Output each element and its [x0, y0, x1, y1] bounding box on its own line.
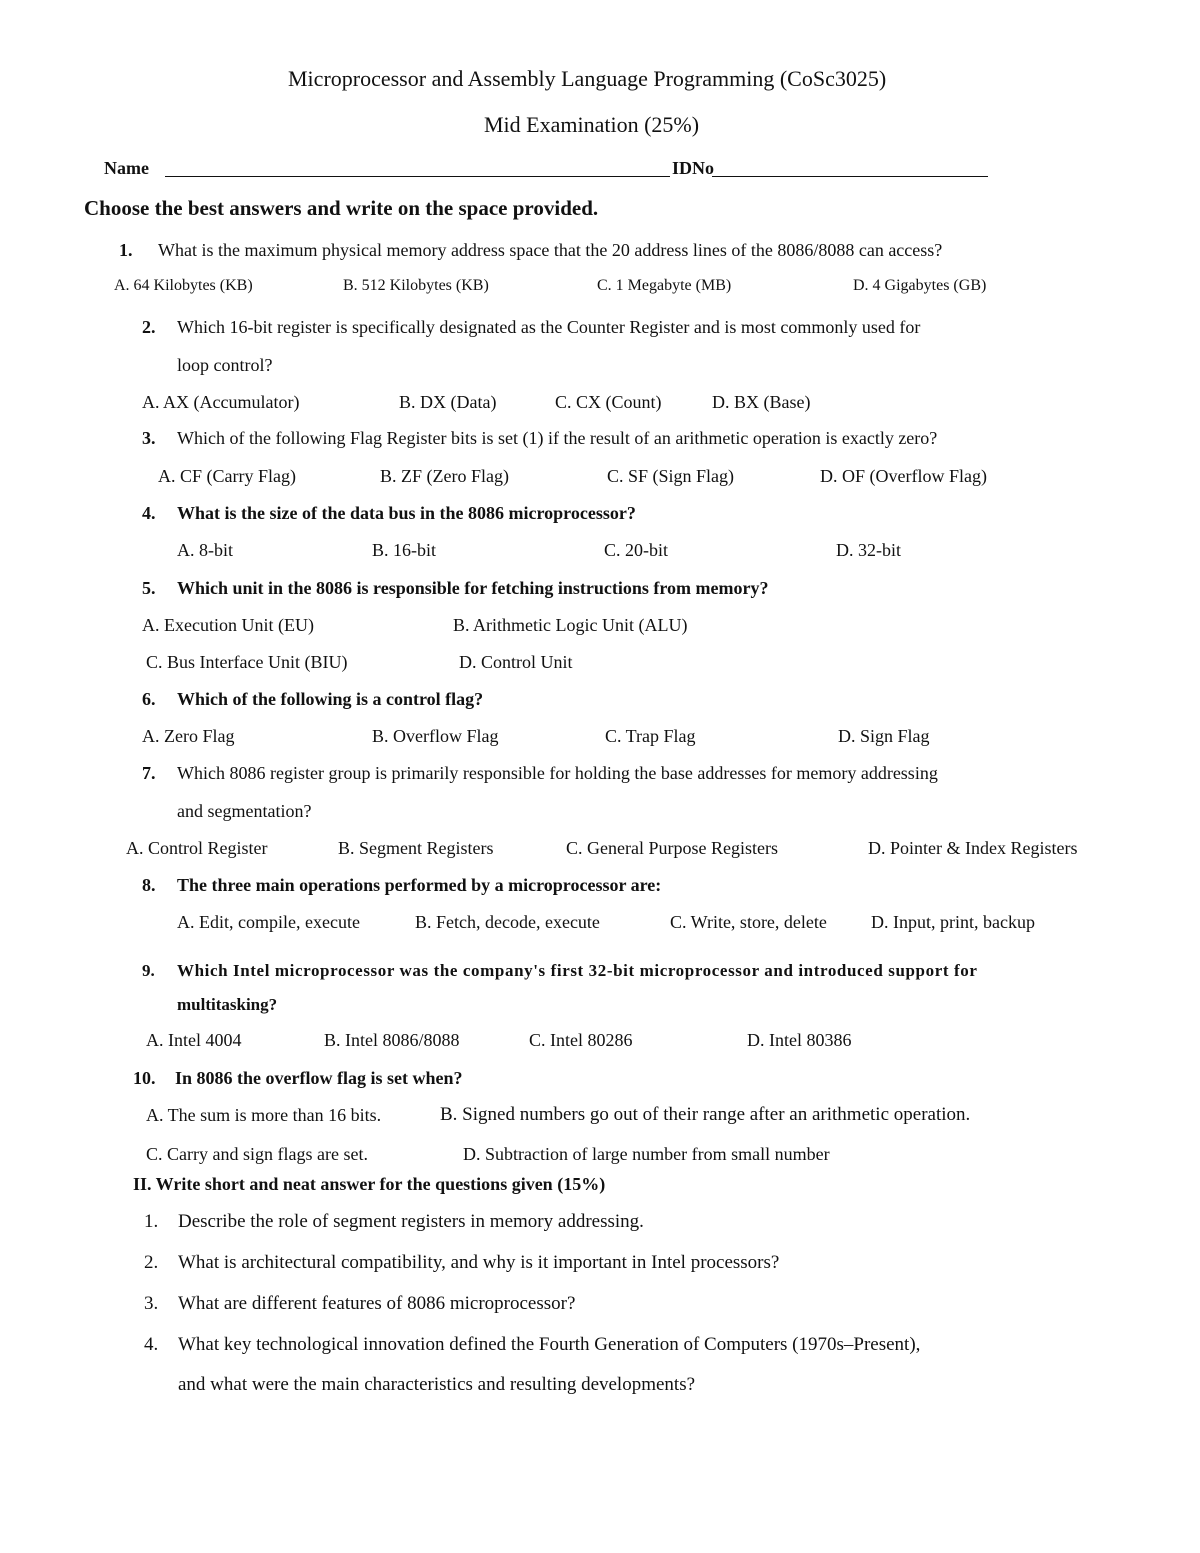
- q4-option-a: A. 8-bit: [177, 540, 233, 560]
- id-field-line[interactable]: [712, 176, 988, 177]
- q8-option-d: D. Input, print, backup: [871, 912, 1035, 932]
- exam-title: Mid Examination (25%): [484, 112, 700, 137]
- q9-option-c: C. Intel 80286: [529, 1030, 633, 1050]
- q7-option-c: C. General Purpose Registers: [566, 838, 778, 858]
- q3-text: Which of the following Flag Register bits is set (1) if the result of an arithmetic operation is exactly zero?: [177, 428, 938, 448]
- id-label: IDNo: [672, 158, 715, 178]
- q5-option-a: A. Execution Unit (EU): [142, 615, 314, 635]
- q2-text-line2: loop control?: [177, 355, 273, 375]
- course-title: Microprocessor and Assembly Language Programming (CoSc3025): [288, 66, 887, 91]
- q5-option-b: B. Arithmetic Logic Unit (ALU): [453, 615, 688, 635]
- q6-option-d: D. Sign Flag: [838, 726, 930, 746]
- q7-option-b: B. Segment Registers: [338, 838, 494, 858]
- s2-q4-text-line1: What key technological innovation defined the Fourth Generation of Computers (1970s–Present),: [178, 1334, 921, 1355]
- q4-option-b: B. 16-bit: [372, 540, 437, 560]
- q9-option-a: A. Intel 4004: [146, 1030, 242, 1050]
- q8-option-b: B. Fetch, decode, execute: [415, 912, 600, 932]
- s2-q4-text-line2: and what were the main characteristics and resulting developments?: [178, 1374, 696, 1395]
- q3-option-d: D. OF (Overflow Flag): [820, 466, 987, 486]
- q10-text: In 8086 the overflow flag is set when?: [175, 1068, 463, 1088]
- s2-q3-number: 3.: [144, 1293, 159, 1314]
- q8-number: 8.: [142, 875, 156, 895]
- q5-option-d: D. Control Unit: [459, 652, 573, 672]
- q2-option-d: D. BX (Base): [712, 392, 811, 412]
- q3-option-a: A. CF (Carry Flag): [158, 466, 296, 486]
- q9-option-d: D. Intel 80386: [747, 1030, 852, 1050]
- q9-text-line1: Which Intel microprocessor was the company's first 32-bit microprocessor and introduced support for: [177, 961, 978, 980]
- q10-option-d: D. Subtraction of large number from small number: [463, 1144, 830, 1164]
- q4-text: What is the size of the data bus in the 8086 microprocessor?: [177, 503, 636, 523]
- q10-option-b: B. Signed numbers go out of their range after an arithmetic operation.: [440, 1104, 971, 1125]
- q1-text: What is the maximum physical memory address space that the 20 address lines of the 8086/8088 can access?: [158, 240, 943, 260]
- q2-text-line1: Which 16-bit register is specifically designated as the Counter Register and is most commonly used for: [177, 317, 921, 337]
- q2-number: 2.: [142, 317, 156, 337]
- q6-number: 6.: [142, 689, 156, 709]
- name-field-line[interactable]: [165, 176, 670, 177]
- name-label: Name: [104, 158, 149, 178]
- q1-option-d: D. 4 Gigabytes (GB): [853, 277, 987, 294]
- s2-q3-text: What are different features of 8086 microprocessor?: [178, 1293, 576, 1314]
- q1-number: 1.: [119, 240, 133, 260]
- q6-option-c: C. Trap Flag: [605, 726, 696, 746]
- q1-option-c: C. 1 Megabyte (MB): [597, 277, 732, 294]
- q2-option-c: C. CX (Count): [555, 392, 662, 412]
- q7-option-a: A. Control Register: [126, 838, 268, 858]
- q8-option-c: C. Write, store, delete: [670, 912, 827, 932]
- s2-q2-text: What is architectural compatibility, and why is it important in Intel processors?: [178, 1252, 780, 1273]
- q2-option-b: B. DX (Data): [399, 392, 497, 412]
- q1-option-a: A. 64 Kilobytes (KB): [114, 277, 253, 294]
- q2-option-a: A. AX (Accumulator): [142, 392, 300, 412]
- s2-q1-number: 1.: [144, 1211, 159, 1232]
- q3-option-b: B. ZF (Zero Flag): [380, 466, 509, 486]
- q9-number: 9.: [142, 961, 155, 980]
- q5-text: Which unit in the 8086 is responsible for fetching instructions from memory?: [177, 578, 769, 598]
- q7-option-d: D. Pointer & Index Registers: [868, 838, 1078, 858]
- s2-q4-number: 4.: [144, 1334, 159, 1355]
- section2-heading: II. Write short and neat answer for the questions given (15%): [133, 1174, 606, 1194]
- q6-option-b: B. Overflow Flag: [372, 726, 499, 746]
- s2-q2-number: 2.: [144, 1252, 159, 1273]
- q4-option-c: C. 20-bit: [604, 540, 669, 560]
- q7-text-line1: Which 8086 register group is primarily responsible for holding the base addresses for memory addressing: [177, 763, 938, 783]
- q10-option-c: C. Carry and sign flags are set.: [146, 1144, 368, 1164]
- q3-option-c: C. SF (Sign Flag): [607, 466, 735, 486]
- q8-text: The three main operations performed by a microprocessor are:: [177, 875, 662, 895]
- q5-option-c: C. Bus Interface Unit (BIU): [146, 652, 348, 672]
- q9-option-b: B. Intel 8086/8088: [324, 1030, 460, 1050]
- q4-option-d: D. 32-bit: [836, 540, 901, 560]
- q6-option-a: A. Zero Flag: [142, 726, 235, 746]
- q10-number: 10.: [133, 1068, 156, 1088]
- q5-number: 5.: [142, 578, 156, 598]
- q7-number: 7.: [142, 763, 156, 783]
- q8-option-a: A. Edit, compile, execute: [177, 912, 360, 932]
- q7-text-line2: and segmentation?: [177, 801, 312, 821]
- q4-number: 4.: [142, 503, 156, 523]
- q6-text: Which of the following is a control flag?: [177, 689, 484, 709]
- q3-number: 3.: [142, 428, 156, 448]
- q1-option-b: B. 512 Kilobytes (KB): [343, 277, 489, 294]
- q9-text-line2: multitasking?: [177, 995, 278, 1014]
- q10-option-a: A. The sum is more than 16 bits.: [146, 1105, 382, 1125]
- s2-q1-text: Describe the role of segment registers in memory addressing.: [178, 1211, 644, 1232]
- section1-instruction: Choose the best answers and write on the space provided.: [84, 196, 599, 220]
